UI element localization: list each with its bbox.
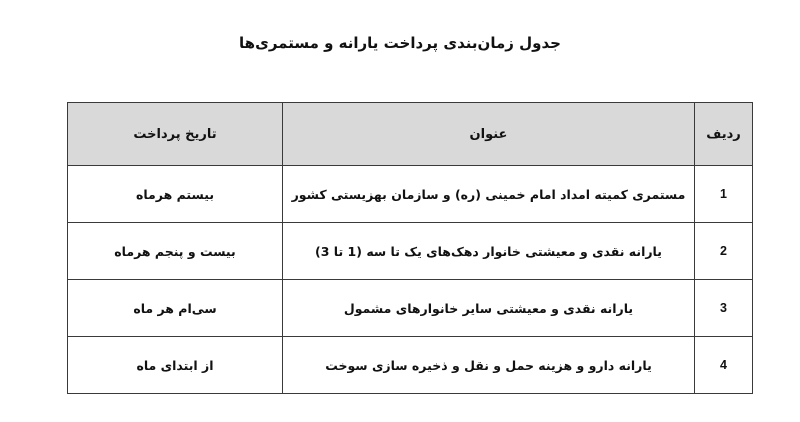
header-payment-date: تاریخ پرداخت xyxy=(68,103,283,166)
row-payment-date: بیستم هرماه xyxy=(68,166,283,223)
table-header-row xyxy=(68,103,753,166)
row-payment-date: بیست و پنجم هرماه xyxy=(68,223,283,280)
table-row xyxy=(68,337,753,394)
header-row-number: ردیف xyxy=(695,103,753,166)
row-number: 1 xyxy=(695,166,753,223)
row-payment-date: از ابتدای ماه xyxy=(68,337,283,394)
row-title: یارانه نقدی و معیشتی سایر خانوارهای مشمول xyxy=(283,280,695,337)
row-title: یارانه دارو و هزینه حمل و نقل و ذخیره سازی سوخت xyxy=(283,337,695,394)
row-number: 2 xyxy=(695,223,753,280)
table-row xyxy=(68,280,753,337)
row-number: 4 xyxy=(695,337,753,394)
row-title: مستمری کمیته امداد امام خمینی (ره) و سازمان بهزیستی کشور xyxy=(283,166,695,223)
table-row xyxy=(68,166,753,223)
row-number: 3 xyxy=(695,280,753,337)
header-title: عنوان xyxy=(283,103,695,166)
page-title: جدول زمان‌بندی پرداخت یارانه و مستمری‌ها xyxy=(239,34,561,52)
row-payment-date: سی‌ام هر ماه xyxy=(68,280,283,337)
payment-schedule-table xyxy=(67,102,753,394)
table-row xyxy=(68,223,753,280)
row-title: یارانه نقدی و معیشتی خانوار دهک‌های یک تا سه (1 تا 3) xyxy=(283,223,695,280)
